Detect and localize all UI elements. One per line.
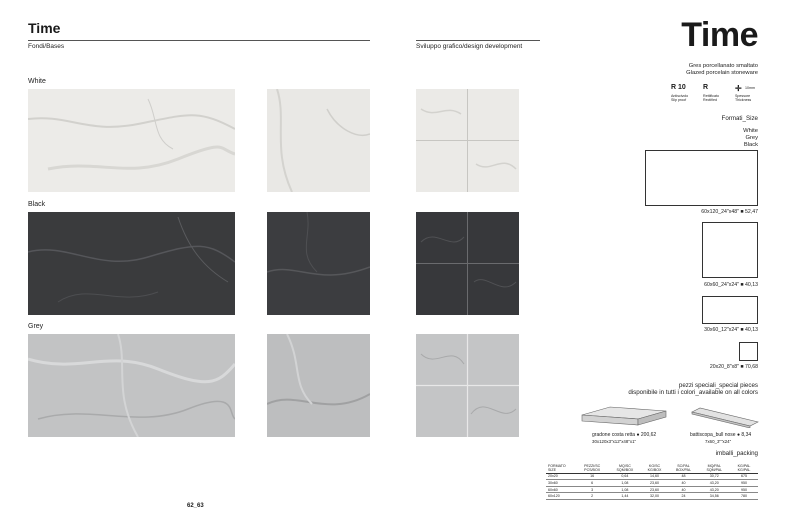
step-piece-illustration	[580, 405, 668, 429]
slip-proof-sub1: Antiscivolo	[671, 94, 689, 98]
table-cell: 40	[668, 486, 698, 493]
format-caption-20x20: 20x20_8"x8" ■ 70,68	[709, 364, 758, 370]
thickness-value: 10mm	[745, 86, 755, 90]
col-header: MQ/PAL SQM/PAL	[699, 463, 730, 473]
design-rule	[416, 40, 540, 41]
col-header: KG/PAL KG/PAL	[730, 463, 758, 473]
table-cell: 60x60	[546, 486, 575, 493]
formats-heading: Formati_Size	[721, 115, 758, 122]
table-cell: 20x20	[546, 473, 575, 480]
table-cell: 1,08	[609, 480, 640, 487]
col-header: PEZZI/SC PCS/BOX	[575, 463, 609, 473]
tile-white-large	[28, 89, 235, 192]
table-cell: 6	[575, 480, 609, 487]
format-box-60x60	[702, 222, 758, 278]
special-bullnose-name: battiscopa_bull nose ● 8,34	[690, 432, 752, 438]
table-cell: 32,00	[641, 493, 669, 500]
table-cell: 40	[668, 480, 698, 487]
design-label: Sviluppo grafico/design development	[416, 43, 523, 50]
tile-grey-square	[267, 334, 370, 437]
col-header: SC/PAL BOX/PAL	[668, 463, 698, 473]
rectified-symbol: R	[703, 84, 709, 91]
table-row	[546, 493, 758, 500]
special-bullnose-size: 7x60_3""x24"	[705, 439, 732, 444]
rectified-sub2: Rectified	[703, 98, 717, 102]
table-cell: 48	[668, 473, 698, 480]
special-step-name: gradone costa retta ● 200,62	[592, 432, 657, 438]
format-box-30x60	[702, 296, 758, 324]
packing-table-header	[546, 463, 758, 473]
table-row	[546, 473, 758, 480]
table-row	[546, 486, 758, 493]
table-cell: 24	[668, 493, 698, 500]
material-line-2: Glazed porcelain stoneware	[686, 70, 758, 76]
packing-table	[546, 463, 758, 500]
tile-grey-large	[28, 334, 235, 437]
packing-heading: imballi_packing	[715, 450, 758, 457]
format-box-20x20	[739, 342, 758, 361]
thickness-sub1: Spessore	[735, 94, 751, 98]
row-label-black: Black	[28, 201, 46, 208]
color-white: White	[743, 128, 758, 134]
special-step-size: 30x120x3"x12"x48"x1"	[592, 439, 637, 444]
table-cell: 30x60	[546, 480, 575, 487]
thickness-icon: ✛	[735, 84, 742, 93]
color-black: Black	[743, 142, 758, 148]
special-heading: pezzi speciali_special pieces	[678, 382, 758, 389]
table-cell: 1,44	[609, 493, 640, 500]
tile-black-large	[28, 212, 235, 315]
table-cell: 23,60	[641, 480, 669, 487]
page-numbers: 62_63	[187, 503, 204, 509]
row-label-white: White	[28, 78, 46, 85]
slip-proof-sub2: Slip proof	[671, 98, 687, 102]
title-rule	[28, 40, 370, 41]
format-caption-60x60: 60x60_24"x24" ■ 40,13	[704, 282, 758, 288]
col-header: FORMATO SIZE	[546, 463, 575, 473]
col-header: KG/SC KG/BOX	[641, 463, 669, 473]
format-caption-30x60: 30x60_12"x24" ■ 40,13	[704, 327, 758, 333]
col-header: MQ/SC SQM/BOX	[609, 463, 640, 473]
table-cell: 3	[575, 486, 609, 493]
page-title-left: Time	[28, 20, 61, 36]
color-grey: Grey	[745, 135, 758, 141]
tile-black-pattern	[416, 212, 519, 315]
table-cell: 950	[730, 480, 758, 487]
table-cell: 780	[730, 493, 758, 500]
tile-white-pattern	[416, 89, 519, 192]
table-cell: 950	[730, 486, 758, 493]
table-cell: 34,56	[699, 493, 730, 500]
format-box-60x120	[645, 150, 758, 206]
table-row	[546, 480, 758, 487]
row-label-grey: Grey	[28, 323, 44, 330]
table-cell: 43,20	[699, 486, 730, 493]
table-cell: 675	[730, 473, 758, 480]
tile-white-square	[267, 89, 370, 192]
table-cell: 23,60	[641, 486, 669, 493]
page-title-right: Time	[681, 16, 758, 54]
table-cell: 60x120	[546, 493, 575, 500]
table-cell: 2	[575, 493, 609, 500]
material-line-1: Gres porcellanato smaltato	[688, 63, 758, 69]
format-caption-60x120: 60x120_24"x48" ■ 52,47	[701, 209, 758, 215]
slip-proof-symbol: R 10	[671, 84, 686, 91]
table-cell: 16	[575, 473, 609, 480]
table-cell: 30,72	[699, 473, 730, 480]
rectified-sub1: Rettificato	[703, 94, 719, 98]
table-cell: 43,20	[699, 480, 730, 487]
table-cell: 1,08	[609, 486, 640, 493]
special-sub: disponibile in tutti i colori_available on all colors	[628, 389, 758, 396]
table-cell: 14,60	[641, 473, 669, 480]
table-cell: 0,64	[609, 473, 640, 480]
tile-black-square	[267, 212, 370, 315]
bases-label: Fondi/Bases	[28, 43, 65, 50]
bullnose-illustration	[690, 404, 760, 428]
thickness-sub2: Thickness	[735, 98, 752, 102]
tile-grey-pattern	[416, 334, 519, 437]
